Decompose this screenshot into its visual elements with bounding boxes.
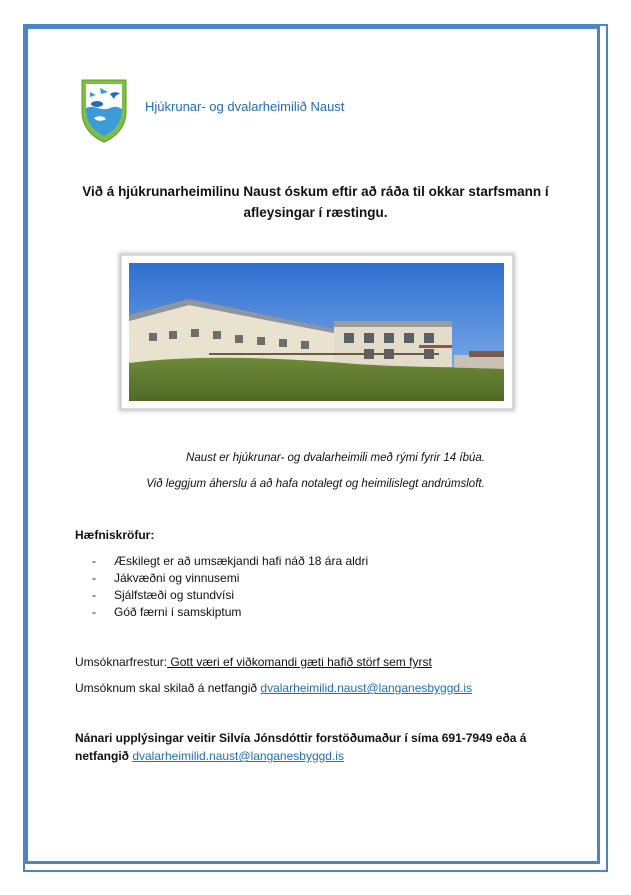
contact-text: Nánari upplýsingar veitir Silvía Jónsdóttir forstöðumaður í síma 691-7949 eða á netfangið — [75, 731, 527, 763]
bullet-dash: - — [92, 605, 96, 619]
headline — [60, 181, 571, 223]
list-item — [92, 604, 368, 621]
bullet-dash: - — [92, 588, 96, 602]
requirements-title: Hæfniskröfur: — [75, 528, 155, 542]
list-item — [92, 570, 368, 587]
contact-email-link[interactable]: dvalarheimilid.naust@langanesbyggd.is — [132, 749, 344, 763]
building-photo — [129, 263, 504, 401]
naust-logo — [80, 78, 128, 144]
bullet-dash: - — [92, 571, 96, 585]
org-name: Hjúkrunar- og dvalarheimilið Naust — [145, 99, 345, 114]
application-email-link[interactable]: dvalarheimilid.naust@langanesbyggd.is — [260, 681, 473, 695]
list-item — [92, 587, 368, 604]
requirements-list — [92, 553, 368, 621]
deadline-value: Gott væri ef viðkomandi gæti hafið störf sem fyrst — [167, 655, 432, 669]
intro-line-2: Við leggjum áherslu á að hafa notalegt og heimilislegt andrúmsloft. — [146, 478, 485, 490]
application-deadline — [75, 655, 432, 669]
list-item-text: Sjálfstæði og stundvísi — [114, 588, 235, 602]
building-photo-frame — [121, 255, 513, 409]
contact-info — [75, 729, 555, 765]
list-item-text: Góð færni í samskiptum — [114, 605, 242, 619]
submission-text: Umsóknum skal skilað á netfangið — [75, 681, 261, 695]
bullet-dash: - — [92, 554, 96, 568]
submission-line — [75, 681, 472, 695]
list-item-text: Æskilegt er að umsækjandi hafi náð 18 ára aldri — [114, 554, 369, 568]
headline-line-1: Við á hjúkrunarheimilinu Naust óskum eftir að ráða til okkar starfsmann í — [82, 184, 549, 199]
deadline-label: Umsóknarfrestur: — [75, 655, 168, 669]
headline-line-2: afleysingar í ræstingu. — [243, 205, 388, 220]
list-item-text: Jákvæðni og vinnusemi — [114, 571, 240, 585]
intro-line-1: Naust er hjúkrunar- og dvalarheimili með rými fyrir 14 íbúa. — [186, 452, 485, 464]
list-item — [92, 553, 368, 570]
